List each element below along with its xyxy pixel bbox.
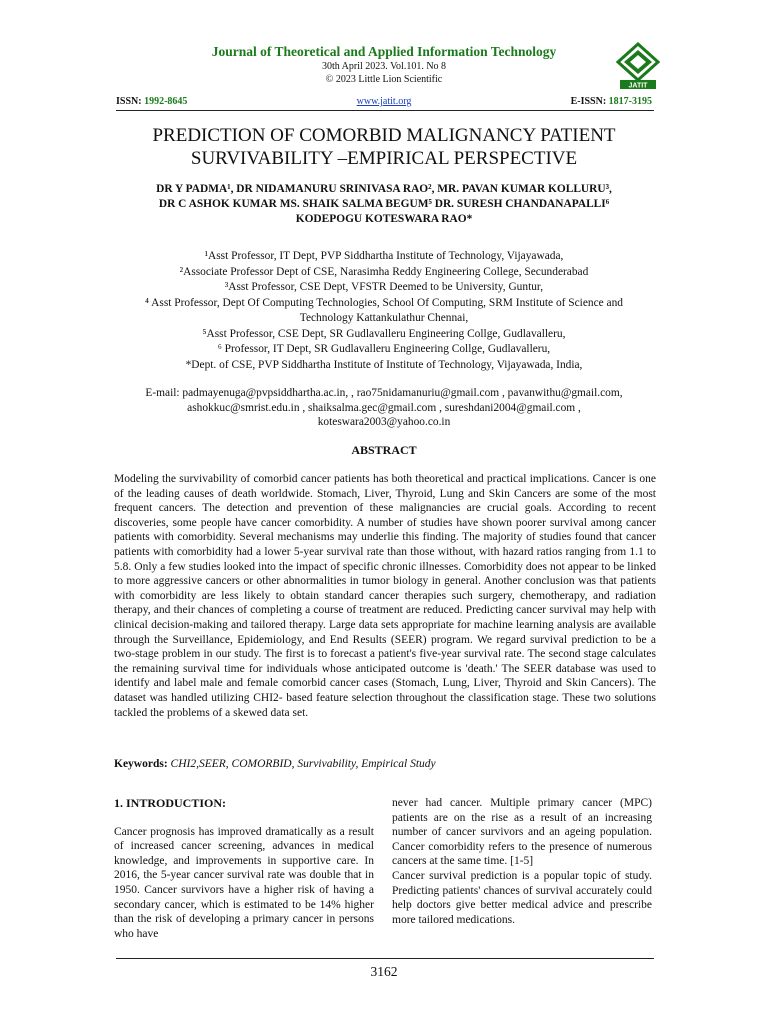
- journal-copyright: © 2023 Little Lion Scientific: [325, 74, 443, 85]
- logo-text: JATIT: [628, 82, 648, 90]
- affiliation: ⁴ Asst Professor, Dept Of Computing Technologies, School Of Computing, SRM Institute of Science and: [144, 296, 624, 309]
- affiliation: ⁵Asst Professor, CSE Dept, SR Gudlavalleru Engineering Collge, Gudlavalleru,: [202, 327, 566, 340]
- affiliation: *Dept. of CSE, PVP Siddhartha Institute of Institute of Technology, Vijayawada, India,: [185, 358, 583, 371]
- intro-paragraph-2: Cancer survival prediction is a popular topic of study. Predicting patients' chances of survival accurately could help doctors give better medical advice and prescribe more tailored medications.: [392, 869, 652, 926]
- authors-line-1: DR Y PADMA¹, DR NIDAMANURU SRINIVASA RAO², MR. PAVAN KUMAR KOLLURU³,: [156, 183, 612, 195]
- eissn: E-ISSN: 1817-3195: [570, 96, 652, 107]
- authors-line-2: DR C ASHOK KUMAR MS. SHAIK SALMA BEGUM⁵ DR. SURESH CHANDANAPALLI⁶: [158, 198, 610, 210]
- email-line-1: E-mail: padmayenuga@pvpsiddhartha.ac.in, , rao75nidamanuriu@gmail.com , pavanwithu@gmail.com,: [145, 387, 623, 399]
- jatit-logo-icon: [616, 42, 660, 90]
- abstract-text: Modeling the survivability of comorbid cancer patients has both theoretical and practical implications. Cancer is one of the leading causes of death worldwide. Stomach, Liver, Thyroid, Lung and Skin Cancers are some of the most frequent cancers. The detection and prevention of these malignancies are crucial goals. According to recent discoveries, some people have cancer comorbidity. A number of studies have shown poorer survival among cancer patients with comorbidity. Several mechanisms may underlie this finding. The majority of studies found that cancer patients with comorbidity had a lower 5-year survival rate than those without, with hazard ratios ranging from 1.1 to 5.8. Only a few studies looked into the impact of specific chronic illnesses. Comorbidity does not appear to be linked to more aggressive cancers or other abnormalities in tumor biology in general. Another conclusion was that patients with comorbidity are less likely to obtain standard cancer therapies such surgery, chemotherapy, and radiation therapy, and their chances of completing a course of treatment are reduced. Predicting cancer survival may help with clinical decision-making and tailored therapy. Large data sets appropriate for machine learning analysis are available through the Surveillance, Epidemiology, and End Results (SEER) program. We regard survival prediction to be a two-stage problem in our study. The first is to forecast a patient's five-year survival rate. The second stage calculates the remaining survival time for individuals whose anticipated outcome is 'death.' The SEER database was used to identify and label male and female comorbid cancer cases (Stomach, Lung, Liver, Thyroid and Skin Cancers). The dataset was handled utilizing CHI2- based feature selection throughout the classification stage. These two solutions tackled the problems of a skewed data set.: [114, 473, 656, 719]
- intro-heading: 1. INTRODUCTION:: [114, 796, 227, 810]
- keywords: [114, 758, 656, 770]
- title-line-1: PREDICTION OF COMORBID MALIGNANCY PATIENT: [152, 125, 616, 146]
- affiliation: ³Asst Professor, CSE Dept, VFSTR Deemed to be University, Guntur,: [224, 281, 544, 293]
- email-line-2: ashokkuc@smrist.edu.in , shaiksalma.gec@gmail.com , sureshdani2004@gmail.com ,: [187, 401, 581, 414]
- authors-line-3: KODEPOGU KOTESWARA RAO*: [295, 213, 473, 225]
- issn: ISSN: 1992-8645: [116, 96, 188, 107]
- header-rule: [116, 110, 654, 111]
- abstract-heading: ABSTRACT: [351, 443, 417, 457]
- journal-title: Journal of Theoretical and Applied Information Technology: [211, 44, 557, 59]
- keywords-list: CHI2,SEER, COMORBID, Survivability, Empirical Study: [170, 758, 436, 770]
- keywords-label: Keywords:: [114, 758, 168, 770]
- intro-paragraph-cont: never had cancer. Multiple primary cancer (MPC) patients are on the rise as a result of an increasing number of cancer survivors and an ageing population. Cancer comorbidity refers to the presence of numerous cancers at the same time. [1-5]: [392, 797, 652, 868]
- affiliation: ⁶ Professor, IT Dept, SR Gudlavalleru Engineering Collge, Gudlavalleru,: [217, 343, 551, 355]
- intro-paragraph: Cancer prognosis has improved dramatically as a result of increased cancer screening, advances in medical knowledge, and improvements in supportive care. In 2016, the 5-year cancer survival rate was double that in 1950. Cancer survivors have a higher risk of having a secondary cancer, which is estimated to be 14% higher than the risk of developing a primary cancer in persons who have: [114, 825, 374, 940]
- footer-rule: [116, 958, 654, 959]
- affiliations: [112, 249, 656, 373]
- title-line-2: SURVIVABILITY –EMPIRICAL PERSPECTIVE: [190, 148, 578, 169]
- affiliation: ²Associate Professor Dept of CSE, Narasimha Reddy Engineering College, Secunderabad: [179, 265, 589, 278]
- journal-date: 30th April 2023. Vol.101. No 8: [321, 61, 447, 72]
- emails: [112, 386, 656, 430]
- affiliation: Technology Kattankulathur Chennai,: [299, 312, 469, 324]
- paper-title: [100, 124, 668, 170]
- email-line-3: koteswara2003@yahoo.co.in: [317, 416, 451, 428]
- column-left: [114, 796, 374, 941]
- website-link[interactable]: www.jatit.org: [356, 96, 412, 107]
- page-number: 3162: [370, 964, 398, 979]
- paper-authors: [100, 182, 668, 227]
- column-right: [392, 796, 652, 927]
- affiliation: ¹Asst Professor, IT Dept, PVP Siddhartha Institute of Technology, Vijayawada,: [204, 250, 564, 262]
